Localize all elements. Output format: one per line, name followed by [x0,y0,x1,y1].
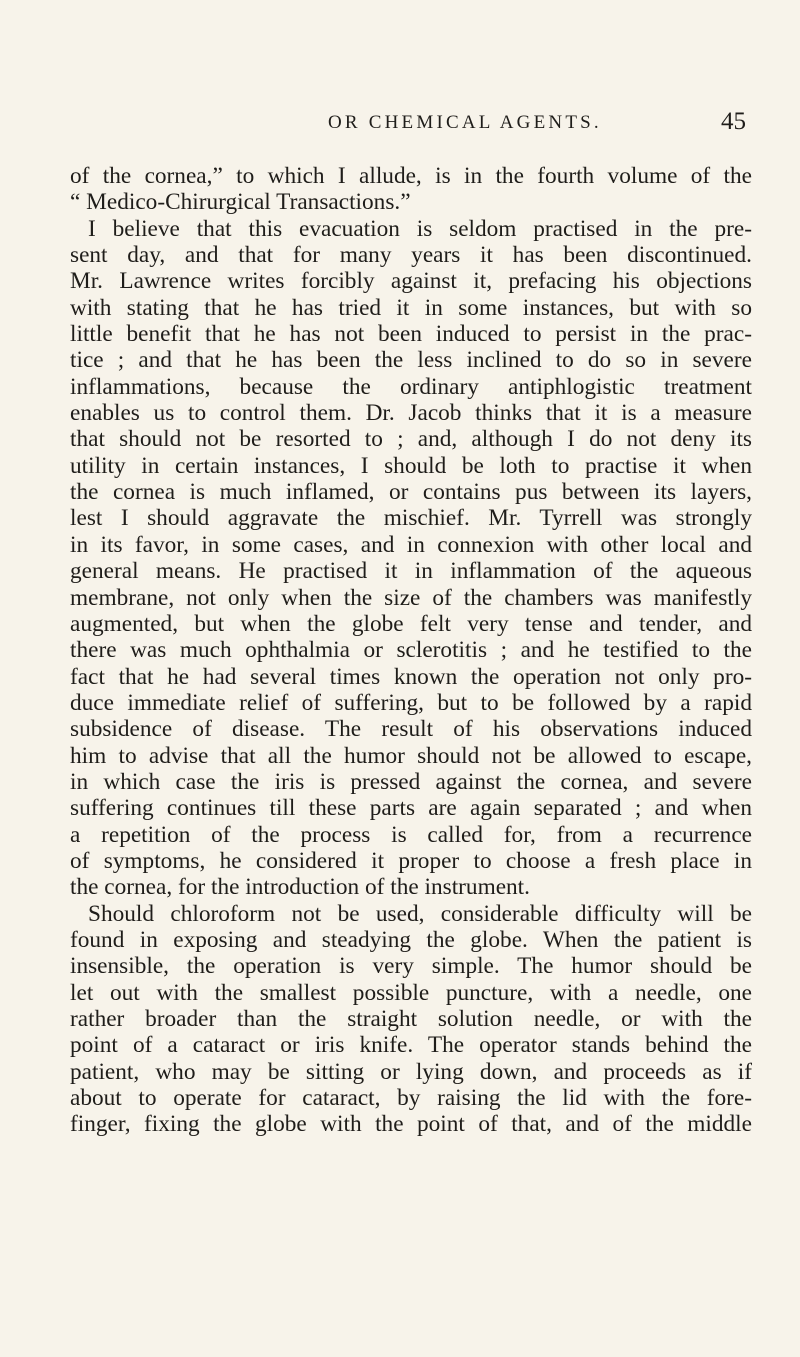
text-line: of symptoms, he considered it proper to choose a fresh place in [70,847,752,874]
text-line: in its favor, in some cases, and in connexion with other local and [70,531,752,558]
text-line: point of a cataract or iris knife. The operator stands behind the [70,1032,752,1059]
text-line: membrane, not only when the size of the chambers was manifestly [70,584,752,611]
page-number: 45 [721,108,746,135]
text-line: inflammations, because the ordinary antiphlogistic treatment [70,373,752,400]
text-line: with stating that he has tried it in some instances, but with so [70,294,752,321]
text-line: I believe that this evacuation is seldom practised in the pre- [88,215,752,242]
text-line: Should chloroform not be used, considerable difficulty will be [88,900,752,927]
text-line: tice ; and that he has been the less inclined to do so in severe [70,347,752,374]
text-line: fact that he had several times known the operation not only pro- [70,663,752,690]
text-line: found in exposing and steadying the globe. When the patient is [70,926,752,953]
text-line: lest I should aggravate the mischief. Mr. Tyrrell was strongly [70,505,752,532]
running-head [70,108,746,142]
body-text [70,163,752,1138]
text-line: patient, who may be sitting or lying down, and proceeds as if [70,1058,752,1085]
text-line: general means. He practised it in inflammation of the aqueous [70,558,752,585]
text-line: “ Medico-Chirurgical Transactions.” [70,189,411,216]
text-line: utility in certain instances, I should be loth to practise it when [70,452,752,479]
text-line: augmented, but when the globe felt very tense and tender, and [70,610,752,637]
text-line: suffering continues till these parts are again separated ; and when [70,795,752,822]
text-line: little benefit that he has not been induced to persist in the prac- [70,321,752,348]
text-line: in which case the iris is pressed against the cornea, and severe [70,768,752,795]
text-line: sent day, and that for many years it has been discontinued. [70,242,752,269]
text-line: about to operate for cataract, by raising the lid with the fore- [70,1085,752,1112]
text-line: of the cornea,” to which I allude, is in the fourth volume of the [70,163,752,189]
text-line: there was much ophthalmia or sclerotitis ; and he testified to the [70,637,752,664]
text-line: insensible, the operation is very simple. The humor should be [70,953,752,980]
text-line: him to advise that all the humor should not be allowed to escape, [70,742,752,769]
text-line: duce immediate relief of suffering, but to be followed by a rapid [70,689,752,716]
text-line: Mr. Lawrence writes forcibly against it, prefacing his objections [70,268,752,295]
running-title: OR CHEMICAL AGENTS. [328,112,602,133]
text-line: enables us to control them. Dr. Jacob thinks that it is a measure [70,400,752,427]
text-line: the cornea is much inflamed, or contains pus between its layers, [70,479,752,506]
text-line: let out with the smallest possible puncture, with a needle, one [70,979,752,1006]
text-line: that should not be resorted to ; and, although I do not deny its [70,426,752,453]
text-line: finger, fixing the globe with the point of that, and of the middle [70,1111,752,1138]
text-line: subsidence of disease. The result of his observations induced [70,716,752,743]
text-line: the cornea, for the introduction of the instrument. [70,874,530,901]
text-line: a repetition of the process is called for, from a recurrence [70,821,752,848]
text-line: rather broader than the straight solution needle, or with the [70,1006,752,1032]
